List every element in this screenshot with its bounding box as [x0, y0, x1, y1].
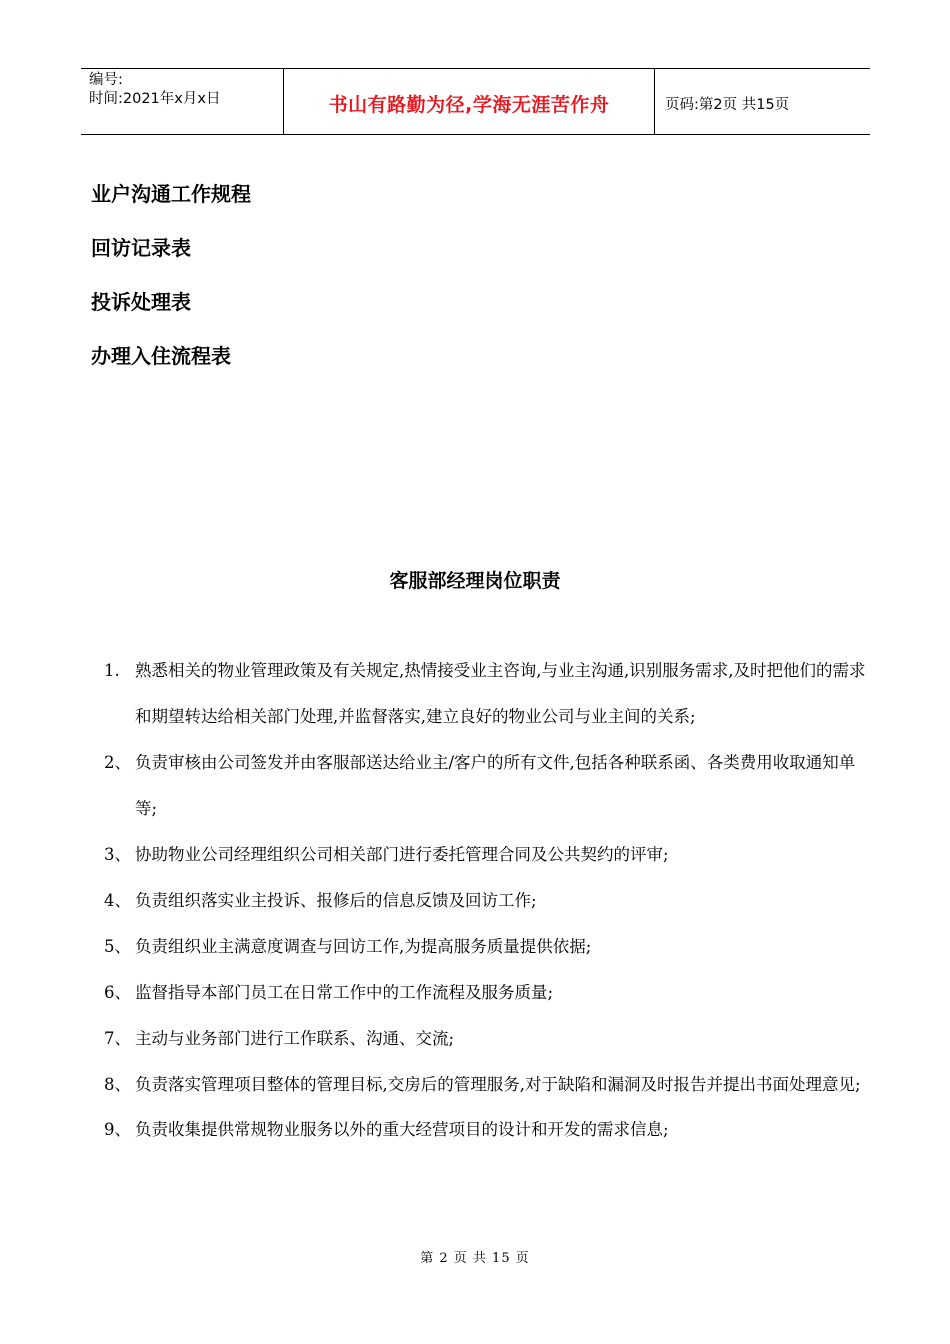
page-footer: 第 2 页 共 15 页: [420, 1251, 530, 1266]
duty-number: 1.: [104, 661, 120, 680]
duty-number: 5、: [104, 937, 131, 956]
duty-text: 主动与业务部门进行工作联系、沟通、交流;: [135, 1029, 455, 1048]
toc-item: 办理入住流程表: [91, 344, 231, 368]
duty-item: [104, 1112, 874, 1148]
page-header: [81, 68, 870, 135]
duty-item: [104, 970, 874, 1016]
number-label: 编号:: [89, 72, 123, 88]
header-meta: [81, 69, 283, 134]
duty-item: [104, 740, 874, 832]
duty-text: 负责审核由公司签发并由客服部送达给业主/客户的所有文件,包括各种联系函、各类费用收取通知单等;: [135, 753, 856, 818]
duty-number: 6、: [104, 983, 131, 1002]
duty-text: 熟悉相关的物业管理政策及有关规定,热情接受业主咨询,与业主沟通,识别服务需求,及时把他们的需求和期望转达给相关部门处理,并监督落实,建立良好的物业公司与业主间的关系;: [135, 661, 866, 726]
duty-text: 监督指导本部门员工在日常工作中的工作流程及服务质量;: [135, 983, 554, 1002]
duty-text: 负责组织业主满意度调查与回访工作,为提高服务质量提供依据;: [135, 937, 592, 956]
duty-item: [104, 648, 874, 740]
duty-item: [104, 1062, 874, 1108]
duty-text: 负责组织落实业主投诉、报修后的信息反馈及回访工作;: [135, 891, 537, 910]
duty-number: 9、: [104, 1120, 131, 1139]
duty-item: [104, 1016, 874, 1062]
duty-number: 7、: [104, 1029, 131, 1048]
toc-item: 业户沟通工作规程: [91, 182, 251, 206]
duty-item: [104, 878, 874, 924]
time-label: 时间:2021年x月x日: [89, 91, 221, 107]
duty-number: 8、: [104, 1075, 131, 1094]
duty-text: 负责收集提供常规物业服务以外的重大经营项目的设计和开发的需求信息;: [135, 1120, 669, 1139]
duty-item: [104, 924, 874, 970]
header-motto-cell: [283, 69, 655, 134]
page-info: 页码:第2页 共15页: [665, 96, 790, 113]
duty-number: 4、: [104, 891, 131, 910]
duty-text: 协助物业公司经理组织公司相关部门进行委托管理合同及公共契约的评审;: [135, 845, 669, 864]
duties-list: [104, 648, 874, 1148]
duty-text: 负责落实管理项目整体的管理目标,交房后的管理服务,对于缺陷和漏洞及时报告并提出书面处理意见;: [135, 1075, 861, 1094]
toc-list: [91, 176, 251, 392]
duty-item: [104, 832, 874, 878]
duty-number: 2、: [104, 753, 131, 772]
header-motto: 书山有路勤为径,学海无涯苦作舟: [328, 94, 610, 116]
header-page-info: [655, 69, 870, 134]
duty-number: 3、: [104, 845, 131, 864]
toc-item: 回访记录表: [91, 236, 191, 260]
toc-item: 投诉处理表: [91, 290, 191, 314]
document-title: 客服部经理岗位职责: [389, 570, 561, 592]
